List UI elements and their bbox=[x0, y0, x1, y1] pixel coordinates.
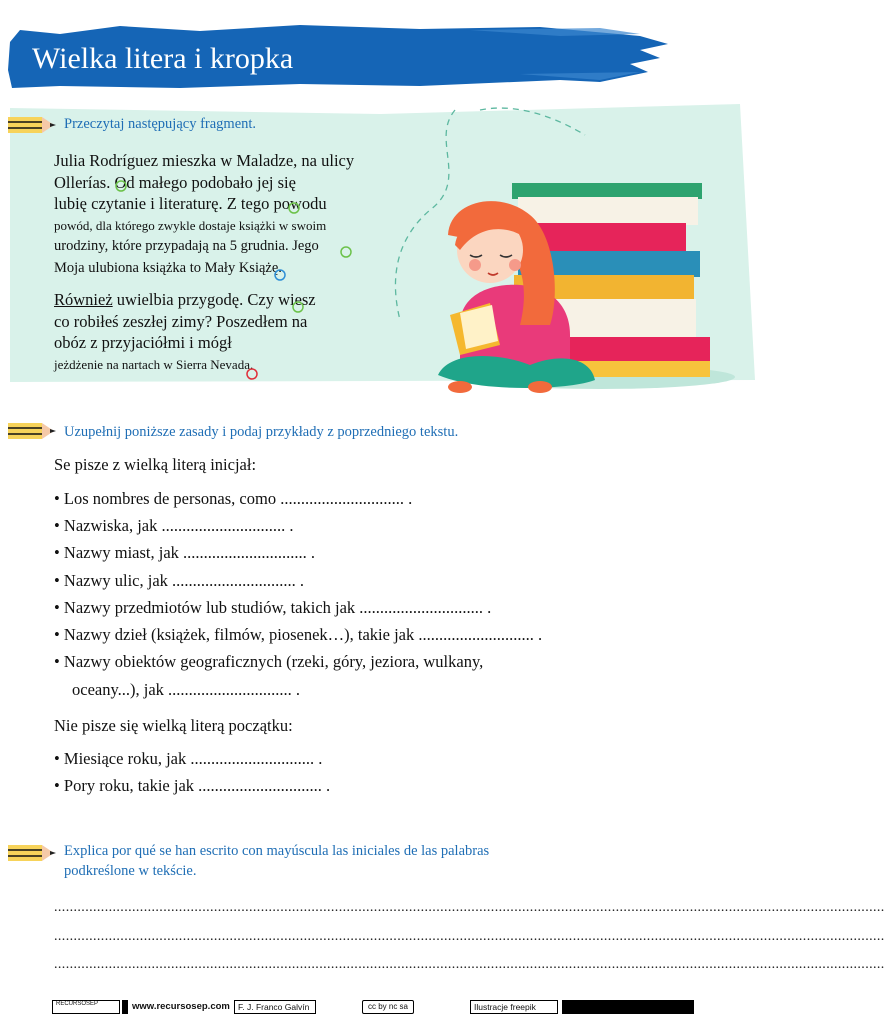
rules-heading: Nie pisze się wielką literą początku: bbox=[54, 716, 293, 735]
answer-line[interactable]: ..................................................................................................................................................................................................................... bbox=[54, 957, 885, 972]
rule-item: • Nazwy miast, jak .............................. . bbox=[54, 543, 316, 562]
passage-line: obóz z przyjaciółmi i mógł bbox=[54, 333, 232, 352]
rule-item: • Miesiące roku, jak .............................. . bbox=[54, 749, 323, 768]
passage-line: Julia Rodríguez mieszka w Maladze, na ulicy bbox=[54, 151, 355, 170]
pencil-icon bbox=[8, 842, 58, 864]
footer-website[interactable]: www.recursosep.com bbox=[132, 1001, 230, 1012]
passage-line: Ollerías. Od małego podobało jej się bbox=[54, 172, 296, 192]
footer-divider bbox=[122, 1000, 128, 1014]
passage-line: co robiłeś zeszłej zimy? Poszedłem na bbox=[54, 311, 308, 331]
passage-line: jeżdżenie na nartach w Sierra Nevada. bbox=[54, 356, 254, 372]
section2-instruction: Uzupełnij poniższe zasady i podaj przykłady z poprzedniego tekstu. bbox=[64, 424, 459, 440]
passage-line: lubię czytanie i literaturę. Z tego powodu bbox=[54, 194, 327, 213]
passage-line: urodziny, które przypadają na 5 grudnia. Jego bbox=[54, 238, 319, 254]
rule-item: • Nazwy obiektów geograficznych (rzeki, góry, jeziora, wulkany, bbox=[54, 652, 484, 671]
answer-line[interactable]: ..................................................................................................................................................................................................................... bbox=[54, 900, 885, 915]
rule-item-continuation: oceany...), jak .............................. . bbox=[72, 680, 301, 699]
passage-line: Również uwielbia przygodę. Czy wiesz bbox=[54, 290, 316, 309]
pencil-icon bbox=[8, 114, 58, 136]
answer-line[interactable]: ..................................................................................................................................................................................................................... bbox=[54, 929, 885, 944]
circle-markers bbox=[110, 175, 370, 385]
rule-item: • Nazwy przedmiotów lub studiów, takich jak .............................. . bbox=[54, 598, 492, 617]
rule-item: • Los nombres de personas, como .............................. . bbox=[54, 489, 413, 508]
page-title: Wielka litera i kropka bbox=[32, 42, 294, 75]
rule-item: • Pory roku, takie jak .............................. . bbox=[54, 776, 331, 795]
girl-reading-illustration bbox=[420, 175, 720, 405]
passage-line: Moja ulubiona książka to Mały Książę. bbox=[54, 259, 282, 276]
rule-item: • Nazwiska, jak .............................. . bbox=[54, 516, 294, 535]
footer-author: F. J. Franco Galvín bbox=[234, 1000, 316, 1014]
footer-black-bar bbox=[562, 1000, 694, 1014]
pencil-icon bbox=[8, 420, 58, 442]
section3-instruction: Explica por qué se han escrito con mayúscula las iniciales de las palabras bbox=[64, 843, 490, 859]
passage-line: powód, dla którego zwykle dostaje książki w swoim bbox=[54, 217, 327, 233]
underlined-word: Również bbox=[54, 290, 113, 309]
footer-illustrations: Ilustracje freepik bbox=[470, 1000, 558, 1014]
section3-instruction-cont: podkreślone w tekście. bbox=[64, 863, 197, 879]
rule-item: • Nazwy ulic, jak .............................. . bbox=[54, 571, 305, 590]
rules-heading: Se pisze z wielką literą inicjał: bbox=[54, 455, 257, 474]
footer-logo: RECURSOSEP bbox=[52, 1000, 120, 1014]
section1-instruction: Przeczytaj następujący fragment. bbox=[64, 116, 257, 132]
rule-item: • Nazwy dzieł (książek, filmów, piosenek…), takie jak ............................ . bbox=[54, 625, 543, 644]
cc-license-icon: cc by nc sa bbox=[362, 1000, 414, 1014]
footer bbox=[52, 1000, 712, 1016]
